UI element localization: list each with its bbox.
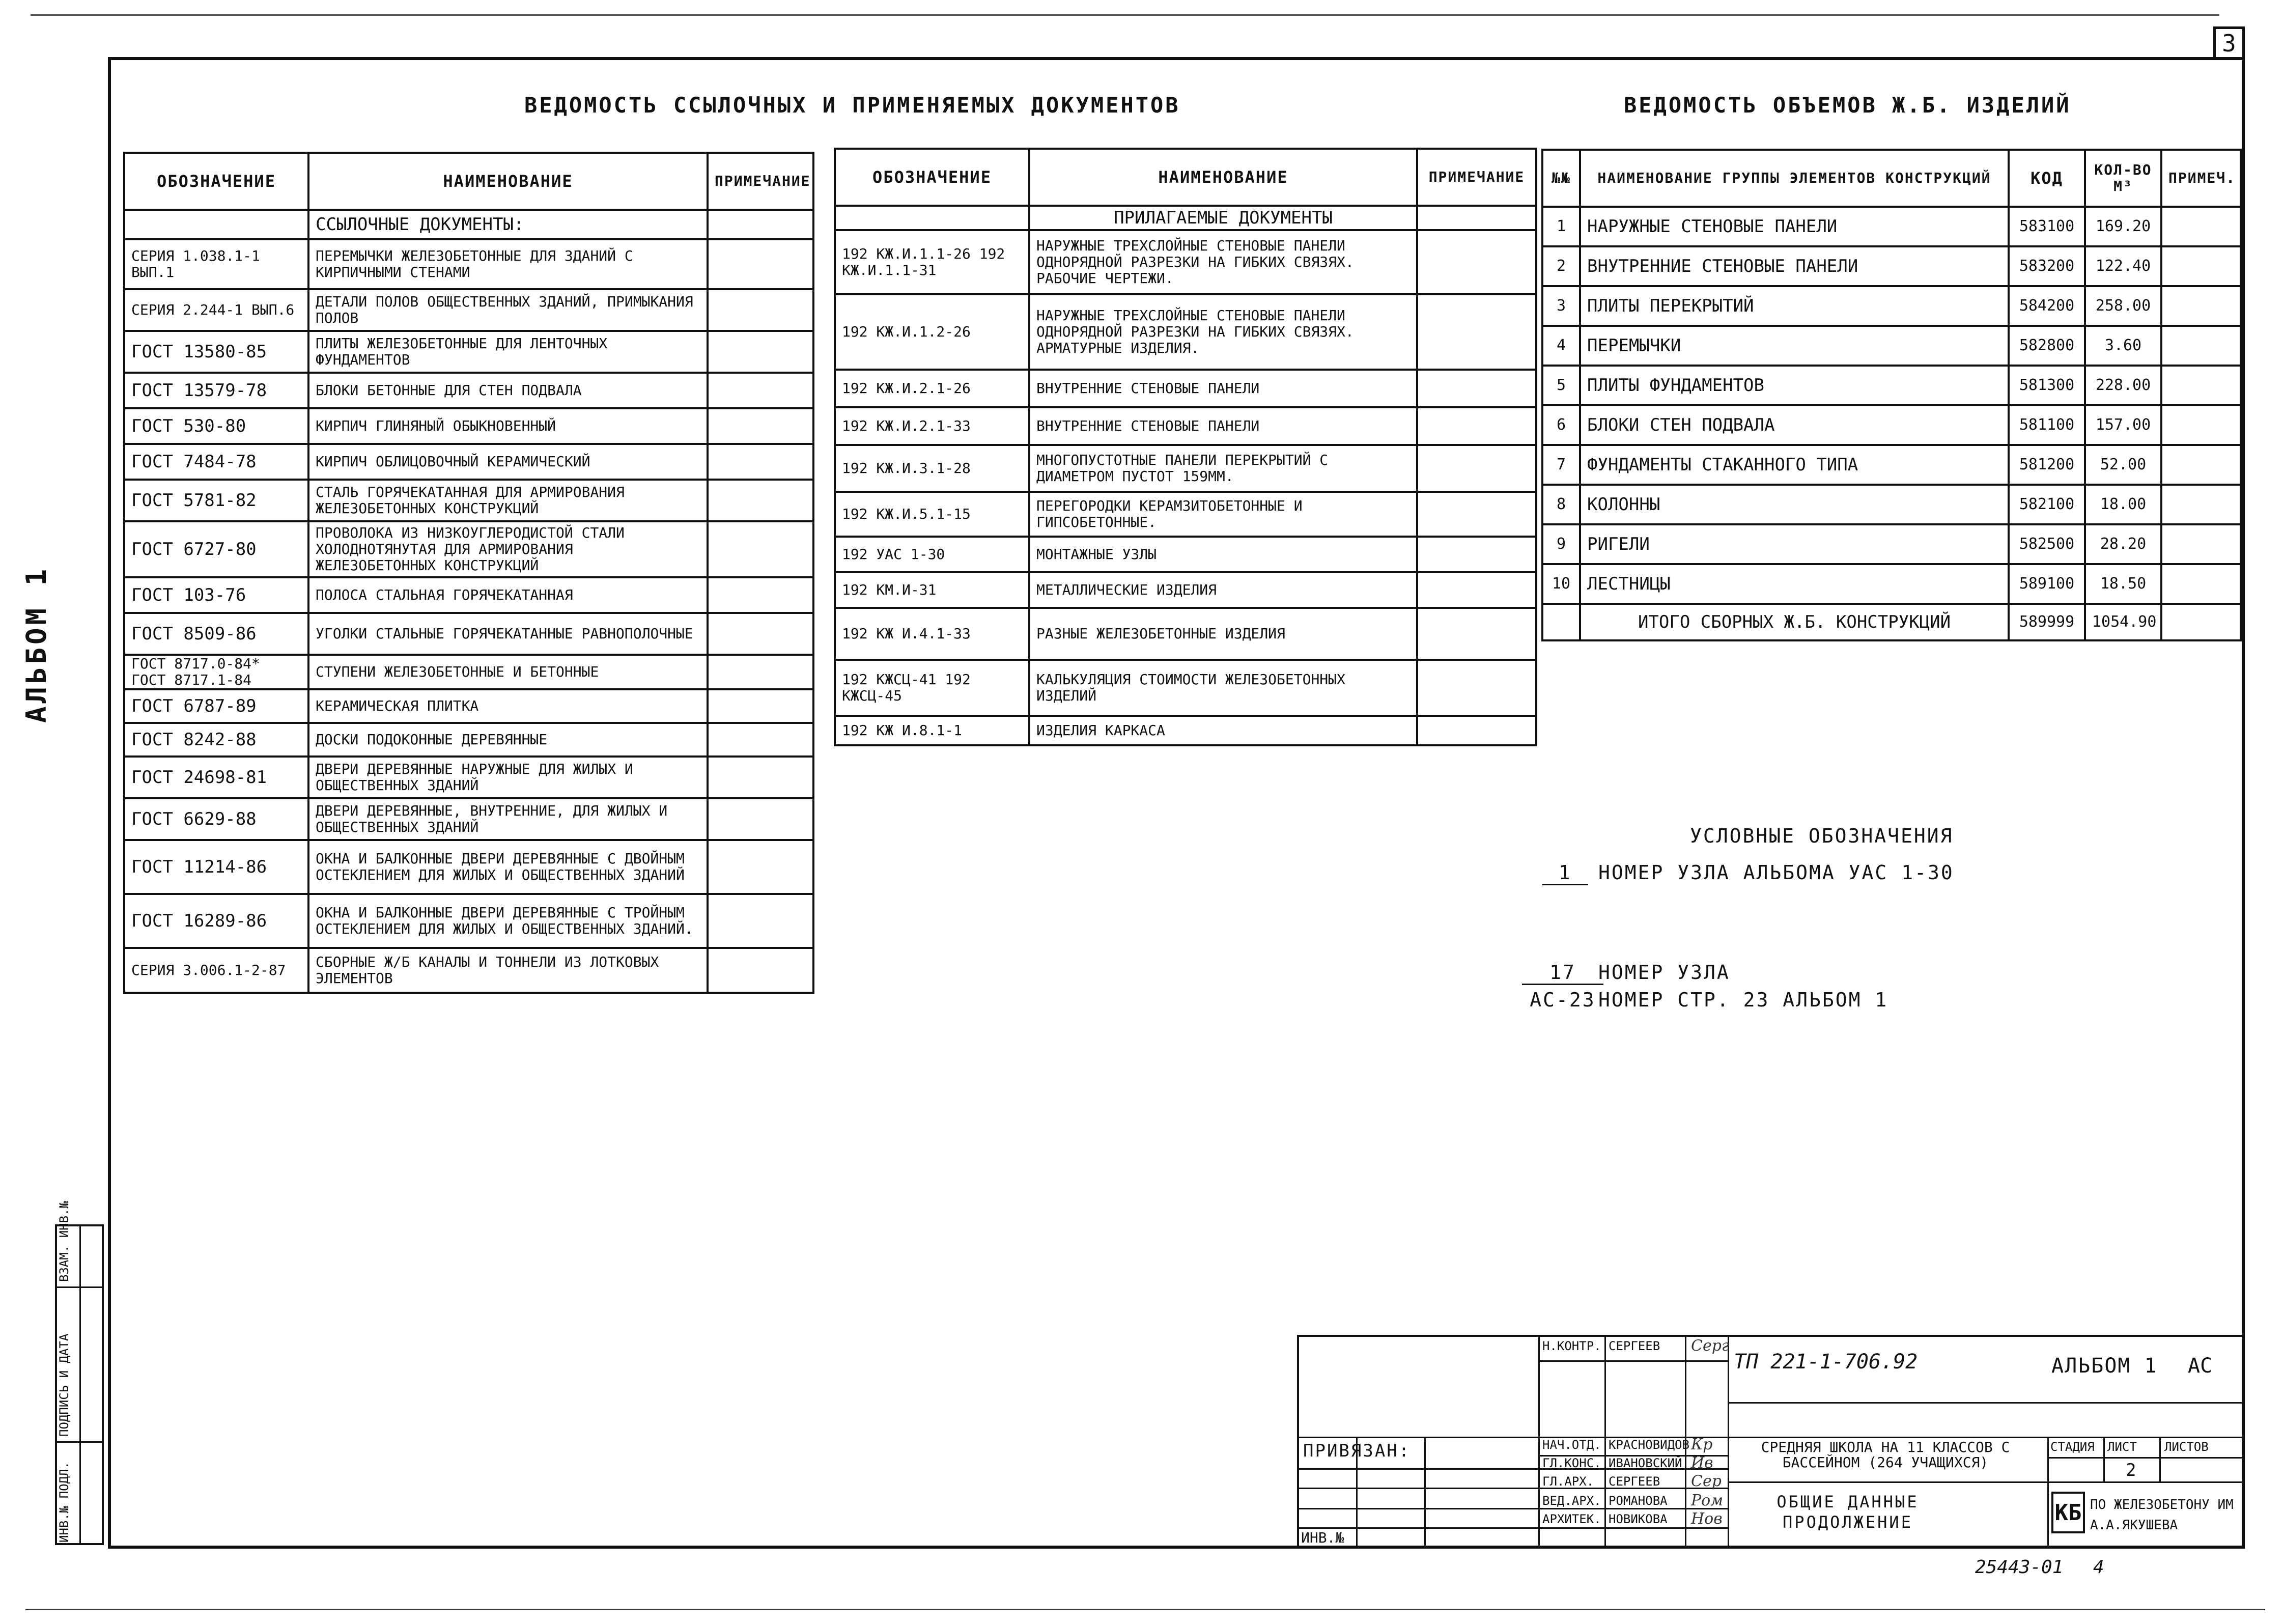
document-designation: 192 КМ.И-31 xyxy=(835,572,1029,608)
table-row xyxy=(835,407,1536,445)
document-name: ПРОВОЛОКА ИЗ НИЗКОУГЛЕРОДИСТОЙ СТАЛИ ХОЛОДНОТЯНУТАЯ ДЛЯ АРМИРОВАНИЯ ЖЕЛЕЗОБЕТОННЫХ КОНСТРУКЦИЙ xyxy=(308,521,708,577)
document-designation: ГОСТ 7484-78 xyxy=(124,444,308,480)
staff-role: ГЛ.АРХ. xyxy=(1542,1474,1594,1489)
staff-signature: Кр xyxy=(1691,1436,1713,1453)
table-row xyxy=(124,840,813,894)
legend-title: УСЛОВНЫЕ ОБОЗНАЧЕНИЯ xyxy=(1690,825,1954,847)
section-title-referenced: ССЫЛОЧНЫЕ ДОКУМЕНТЫ: xyxy=(308,210,708,239)
document-name: КИРПИЧ ГЛИНЯНЫЙ ОБЫКНОВЕННЫЙ xyxy=(308,408,708,444)
table-row xyxy=(835,230,1536,294)
table-row xyxy=(835,445,1536,492)
element-code: 582500 xyxy=(2009,524,2085,564)
document-note xyxy=(708,948,813,993)
table-row xyxy=(124,577,813,613)
document-designation: 192 КЖ И.8.1-1 xyxy=(835,716,1029,745)
document-note xyxy=(1417,660,1536,716)
element-group-name: ФУНДАМЕНТЫ СТАКАННОГО ТИПА xyxy=(1580,445,2009,485)
document-name: РАЗНЫЕ ЖЕЛЕЗОБЕТОННЫЕ ИЗДЕЛИЯ xyxy=(1029,608,1417,660)
document-name: ВНУТРЕННИЕ СТЕНОВЫЕ ПАНЕЛИ xyxy=(1029,407,1417,445)
row-number: 7 xyxy=(1542,445,1580,485)
table-row xyxy=(124,613,813,655)
document-name: СТАЛЬ ГОРЯЧЕКАТАННАЯ ДЛЯ АРМИРОВАНИЯ ЖЕЛЕЗОБЕТОННЫХ КОНСТРУКЦИЙ xyxy=(308,480,708,521)
row-number: 6 xyxy=(1542,405,1580,445)
element-remark xyxy=(2161,366,2241,405)
sheet-value: 2 xyxy=(2126,1460,2136,1480)
table-row xyxy=(1542,246,2241,286)
document-designation: 192 КЖСЦ-41 192 КЖСЦ-45 xyxy=(835,660,1029,716)
document-designation: СЕРИЯ 2.244-1 ВЫП.6 xyxy=(124,289,308,331)
document-name: МНОГОПУСТОТНЫЕ ПАНЕЛИ ПЕРЕКРЫТИЙ С ДИАМЕТРОМ ПУСТОТ 159ММ. xyxy=(1029,445,1417,492)
document-name: МОНТАЖНЫЕ УЗЛЫ xyxy=(1029,537,1417,572)
element-quantity: 52.00 xyxy=(2085,445,2161,485)
element-remark xyxy=(2161,485,2241,524)
document-note xyxy=(1417,608,1536,660)
document-designation: СЕРИЯ 1.038.1-1 ВЫП.1 xyxy=(124,239,308,289)
row-number: 9 xyxy=(1542,524,1580,564)
element-quantity: 3.60 xyxy=(2085,326,2161,366)
organization-name: ПО ЖЕЛЕЗОБЕТОНУ ИМ А.А.ЯКУШЕВА xyxy=(2090,1497,2234,1533)
document-designation: 192 КЖ.И.1.2-26 xyxy=(835,294,1029,370)
table-row xyxy=(835,492,1536,537)
staff-role: ГЛ.КОНС. xyxy=(1542,1456,1601,1470)
element-code: 581200 xyxy=(2009,445,2085,485)
element-code: 581300 xyxy=(2009,366,2085,405)
refdocs-heading: ВЕДОМОСТЬ ССЫЛОЧНЫХ И ПРИМЕНЯЕМЫХ ДОКУМЕНТОВ xyxy=(524,93,1180,118)
element-code: 583100 xyxy=(2009,207,2085,246)
document-name: ПЕРЕМЫЧКИ ЖЕЛЕЗОБЕТОННЫЕ ДЛЯ ЗДАНИЙ С КИРПИЧНЫМИ СТЕНАМИ xyxy=(308,239,708,289)
document-name: ДВЕРИ ДЕРЕВЯННЫЕ, ВНУТРЕННИЕ, ДЛЯ ЖИЛЫХ И ОБЩЕСТВЕННЫХ ЗДАНИЙ xyxy=(308,798,708,840)
legend-text-node: НОМЕР УЗЛА АЛЬБОМА УАС 1-30 xyxy=(1598,861,1954,884)
document-note xyxy=(708,577,813,613)
document-note xyxy=(1417,294,1536,370)
table-row xyxy=(124,689,813,723)
document-designation: ГОСТ 24698-81 xyxy=(124,757,308,798)
document-name: ДЕТАЛИ ПОЛОВ ОБЩЕСТВЕННЫХ ЗДАНИЙ, ПРИМЫКАНИЯ ПОЛОВ xyxy=(308,289,708,331)
title-block-inv-no: ИНВ.№ xyxy=(1301,1529,1344,1546)
document-name: КИРПИЧ ОБЛИЦОВОЧНЫЙ КЕРАМИЧЕСКИЙ xyxy=(308,444,708,480)
table-row xyxy=(1542,524,2241,564)
document-note xyxy=(1417,445,1536,492)
element-remark xyxy=(2161,405,2241,445)
document-note xyxy=(708,613,813,655)
document-name: ПОЛОСА СТАЛЬНАЯ ГОРЯЧЕКАТАННАЯ xyxy=(308,577,708,613)
staff-role: Н.КОНТР. xyxy=(1542,1339,1601,1353)
top-edge-line xyxy=(31,14,2219,16)
document-designation: ГОСТ 6629-88 xyxy=(124,798,308,840)
sheet-label: ЛИСТ xyxy=(2107,1440,2137,1454)
element-group-name: ЛЕСТНИЦЫ xyxy=(1580,564,2009,604)
document-designation: ГОСТ 16289-86 xyxy=(124,894,308,948)
legend-mark-node: 1 xyxy=(1542,861,1588,885)
element-quantity: 258.00 xyxy=(2085,286,2161,326)
table-row xyxy=(124,655,813,689)
document-note xyxy=(708,894,813,948)
element-remark xyxy=(2161,326,2241,366)
row-number: 8 xyxy=(1542,485,1580,524)
document-note xyxy=(708,373,813,408)
element-code: 582100 xyxy=(2009,485,2085,524)
element-code: 583200 xyxy=(2009,246,2085,286)
staff-name: СЕРГЕЕВ xyxy=(1609,1474,1660,1489)
element-group-name: ПЕРЕМЫЧКИ xyxy=(1580,326,2009,366)
document-designation: СЕРИЯ 3.006.1-2-87 xyxy=(124,948,308,993)
document-note xyxy=(708,239,813,289)
document-note xyxy=(1417,370,1536,407)
cell-empty xyxy=(1417,206,1536,230)
legend-mark-node-number: 17 xyxy=(1522,961,1603,985)
document-designation: 192 КЖ.И.2.1-26 xyxy=(835,370,1029,407)
side-stamp-sign-date: ПОДПИСЬ И ДАТА xyxy=(57,1333,71,1437)
table-row xyxy=(124,894,813,948)
table-row xyxy=(835,608,1536,660)
bottom-edge-line xyxy=(25,1609,2265,1610)
side-stamp-vzam-inv: ВЗАМ. ИНВ.№ xyxy=(57,1201,71,1282)
total-code: 589999 xyxy=(2009,604,2085,640)
staff-signature: Сер xyxy=(1691,1472,1722,1490)
document-designation: ГОСТ 8242-88 xyxy=(124,723,308,757)
column-header-name: НАИМЕНОВАНИЕ xyxy=(308,153,708,210)
project-code: ТП 221-1-706.92 xyxy=(1734,1350,1918,1374)
element-quantity: 157.00 xyxy=(2085,405,2161,445)
document-name: МЕТАЛЛИЧЕСКИЕ ИЗДЕЛИЯ xyxy=(1029,572,1417,608)
volumes-table xyxy=(1541,149,2242,641)
document-note xyxy=(708,480,813,521)
table-row xyxy=(124,480,813,521)
cell-empty xyxy=(708,210,813,239)
document-designation: ГОСТ 13579-78 xyxy=(124,373,308,408)
staff-signature: Нов xyxy=(1691,1510,1723,1528)
element-group-name: ПЛИТЫ ПЕРЕКРЫТИЙ xyxy=(1580,286,2009,326)
document-name: БЛОКИ БЕТОННЫЕ ДЛЯ СТЕН ПОДВАЛА xyxy=(308,373,708,408)
element-code: 589100 xyxy=(2009,564,2085,604)
table-row xyxy=(1542,207,2241,246)
column-header-designation: ОБОЗНАЧЕНИЕ xyxy=(835,149,1029,206)
document-designation: ГОСТ 11214-86 xyxy=(124,840,308,894)
document-note xyxy=(708,757,813,798)
volumes-heading: ВЕДОМОСТЬ ОБЪЕМОВ Ж.Б. ИЗДЕЛИЙ xyxy=(1624,93,2071,118)
element-code: 581100 xyxy=(2009,405,2085,445)
column-header-designation: ОБОЗНАЧЕНИЕ xyxy=(124,153,308,210)
table-row xyxy=(124,948,813,993)
document-note xyxy=(1417,492,1536,537)
table-row xyxy=(1542,405,2241,445)
cell-empty xyxy=(1542,604,1580,640)
footer-number: 25443-01 xyxy=(1975,1557,2064,1578)
column-header-note: ПРИМЕЧАНИЕ xyxy=(708,153,813,210)
document-name: УГОЛКИ СТАЛЬНЫЕ ГОРЯЧЕКАТАННЫЕ РАВНОПОЛОЧНЫЕ xyxy=(308,613,708,655)
column-header-note: ПРИМЕЧАНИЕ xyxy=(1417,149,1536,206)
column-header-quantity: КОЛ-ВО М³ xyxy=(2085,150,2161,207)
document-name: ДВЕРИ ДЕРЕВЯННЫЕ НАРУЖНЫЕ ДЛЯ ЖИЛЫХ И ОБЩЕСТВЕННЫХ ЗДАНИЙ xyxy=(308,757,708,798)
table-row xyxy=(124,521,813,577)
row-number: 2 xyxy=(1542,246,1580,286)
title-block-mark: АС xyxy=(2188,1354,2213,1378)
staff-name: ИВАНОВСКИЙ xyxy=(1609,1456,1682,1470)
row-number: 10 xyxy=(1542,564,1580,604)
document-designation: ГОСТ 530-80 xyxy=(124,408,308,444)
document-note xyxy=(708,289,813,331)
document-note xyxy=(708,840,813,894)
document-name: ПЕРЕГОРОДКИ КЕРАМЗИТОБЕТОННЫЕ И ГИПСОБЕТОННЫЕ. xyxy=(1029,492,1417,537)
staff-name: РОМАНОВА xyxy=(1609,1494,1668,1508)
table-row xyxy=(124,444,813,480)
stage-label: СТАДИЯ xyxy=(2050,1440,2095,1454)
table-row xyxy=(124,289,813,331)
document-name: ПЛИТЫ ЖЕЛЕЗОБЕТОННЫЕ ДЛЯ ЛЕНТОЧНЫХ ФУНДАМЕНТОВ xyxy=(308,331,708,373)
element-group-name: БЛОКИ СТЕН ПОДВАЛА xyxy=(1580,405,2009,445)
document-name: КЕРАМИЧЕСКАЯ ПЛИТКА xyxy=(308,689,708,723)
table-row xyxy=(835,572,1536,608)
footer-page: 4 xyxy=(2093,1557,2104,1578)
element-remark xyxy=(2161,246,2241,286)
table-row xyxy=(1542,326,2241,366)
document-note xyxy=(708,689,813,723)
document-designation: ГОСТ 103-76 xyxy=(124,577,308,613)
table-row xyxy=(835,716,1536,745)
column-header-code: КОД xyxy=(2009,150,2085,207)
document-name: КАЛЬКУЛЯЦИЯ СТОИМОСТИ ЖЕЛЕЗОБЕТОННЫХ ИЗДЕЛИЙ xyxy=(1029,660,1417,716)
document-name: НАРУЖНЫЕ ТРЕХСЛОЙНЫЕ СТЕНОВЫЕ ПАНЕЛИ ОДНОРЯДНОЙ РАЗРЕЗКИ НА ГИБКИХ СВЯЗЯХ. РАБОЧИЕ ЧЕРТЕЖИ. xyxy=(1029,230,1417,294)
element-group-name: КОЛОННЫ xyxy=(1580,485,2009,524)
staff-signature: Ив xyxy=(1691,1454,1713,1472)
sheet-title: ОБЩИЕ ДАННЫЕ ПРОДОЛЖЕНИЕ xyxy=(1777,1492,1919,1532)
element-remark xyxy=(2161,207,2241,246)
staff-role: НАЧ.ОТД. xyxy=(1542,1438,1601,1452)
document-note xyxy=(708,521,813,577)
table-row xyxy=(1542,485,2241,524)
document-note xyxy=(708,444,813,480)
staff-signature: Серг xyxy=(1691,1337,1730,1355)
document-designation: 192 КЖ.И.1.1-26 192 КЖ.И.1.1-31 xyxy=(835,230,1029,294)
element-quantity: 122.40 xyxy=(2085,246,2161,286)
element-code: 582800 xyxy=(2009,326,2085,366)
sheets-label: ЛИСТОВ xyxy=(2164,1440,2209,1454)
table-row xyxy=(124,373,813,408)
document-note xyxy=(708,655,813,689)
table-row xyxy=(835,370,1536,407)
element-group-name: ПЛИТЫ ФУНДАМЕНТОВ xyxy=(1580,366,2009,405)
table-row xyxy=(1542,445,2241,485)
document-name: ВНУТРЕННИЕ СТЕНОВЫЕ ПАНЕЛИ xyxy=(1029,370,1417,407)
document-name: ИЗДЕЛИЯ КАРКАСА xyxy=(1029,716,1417,745)
element-remark xyxy=(2161,524,2241,564)
row-number: 4 xyxy=(1542,326,1580,366)
document-name: СТУПЕНИ ЖЕЛЕЗОБЕТОННЫЕ И БЕТОННЫЕ xyxy=(308,655,708,689)
document-designation: 192 КЖ И.4.1-33 xyxy=(835,608,1029,660)
row-number: 5 xyxy=(1542,366,1580,405)
document-designation: 192 УАС 1-30 xyxy=(835,537,1029,572)
staff-name: СЕРГЕЕВ xyxy=(1609,1339,1660,1353)
document-designation: ГОСТ 6787-89 xyxy=(124,689,308,723)
document-note xyxy=(708,723,813,757)
element-code: 584200 xyxy=(2009,286,2085,326)
document-name: ОКНА И БАЛКОННЫЕ ДВЕРИ ДЕРЕВЯННЫЕ С ТРОЙНЫМ ОСТЕКЛЕНИЕМ ДЛЯ ЖИЛЫХ И ОБЩЕСТВЕННЫХ ЗДАНИЙ. xyxy=(308,894,708,948)
document-note xyxy=(1417,572,1536,608)
document-note xyxy=(708,798,813,840)
table-row xyxy=(124,331,813,373)
element-quantity: 228.00 xyxy=(2085,366,2161,405)
total-label: ИТОГО СБОРНЫХ Ж.Б. КОНСТРУКЦИЙ xyxy=(1580,604,2009,640)
table-row xyxy=(1542,366,2241,405)
album-side-label: АЛЬБОМ 1 xyxy=(20,566,52,723)
document-name: ОКНА И БАЛКОННЫЕ ДВЕРИ ДЕРЕВЯННЫЕ С ДВОЙНЫМ ОСТЕКЛЕНИЕМ ДЛЯ ЖИЛЫХ И ОБЩЕСТВЕННЫХ ЗДАНИЙ xyxy=(308,840,708,894)
document-designation: 192 КЖ.И.5.1-15 xyxy=(835,492,1029,537)
table-row xyxy=(124,723,813,757)
element-group-name: РИГЕЛИ xyxy=(1580,524,2009,564)
table-row xyxy=(835,660,1536,716)
legend-mark-page: АС-23 xyxy=(1530,989,1596,1011)
element-quantity: 28.20 xyxy=(2085,524,2161,564)
attached-documents-table xyxy=(834,148,1537,746)
table-row xyxy=(1542,564,2241,604)
staff-signature: Ром xyxy=(1691,1492,1724,1509)
document-note xyxy=(708,408,813,444)
legend-text-page: НОМЕР СТР. 23 АЛЬБОМ 1 xyxy=(1598,989,1888,1011)
document-designation: 192 КЖ.И.3.1-28 xyxy=(835,445,1029,492)
title-block-album: АЛЬБОМ 1 xyxy=(2051,1354,2158,1378)
staff-role: АРХИТЕК. xyxy=(1542,1512,1601,1526)
cell-empty xyxy=(835,206,1029,230)
staff-name: КРАСНОВИДОВ xyxy=(1609,1438,1689,1452)
element-quantity: 169.20 xyxy=(2085,207,2161,246)
cell-empty xyxy=(2161,604,2241,640)
project-name: СРЕДНЯЯ ШКОЛА НА 11 КЛАССОВ С БАССЕЙНОМ (264 УЧАЩИХСЯ) xyxy=(1761,1439,2010,1471)
column-header-group-name: НАИМЕНОВАНИЕ ГРУППЫ ЭЛЕМЕНТОВ КОНСТРУКЦИЙ xyxy=(1580,150,2009,207)
element-quantity: 18.50 xyxy=(2085,564,2161,604)
document-designation: ГОСТ 8509-86 xyxy=(124,613,308,655)
document-designation: 192 КЖ.И.2.1-33 xyxy=(835,407,1029,445)
title-block-privyazan: ПРИВЯЗАН: xyxy=(1303,1441,1411,1461)
referenced-documents-table xyxy=(123,152,814,994)
element-remark xyxy=(2161,286,2241,326)
section-title-attached: ПРИЛАГАЕМЫЕ ДОКУМЕНТЫ xyxy=(1029,206,1417,230)
document-name: НАРУЖНЫЕ ТРЕХСЛОЙНЫЕ СТЕНОВЫЕ ПАНЕЛИ ОДНОРЯДНОЙ РАЗРЕЗКИ НА ГИБКИХ СВЯЗЯХ. АРМАТУРНЫЕ ИЗДЕЛИЯ. xyxy=(1029,294,1417,370)
document-note xyxy=(1417,407,1536,445)
document-designation: ГОСТ 13580-85 xyxy=(124,331,308,373)
row-number: 3 xyxy=(1542,286,1580,326)
element-group-name: НАРУЖНЫЕ СТЕНОВЫЕ ПАНЕЛИ xyxy=(1580,207,2009,246)
column-header-remark: ПРИМЕЧ. xyxy=(2161,150,2241,207)
side-stamp-inv-podl: ИНВ.№ ПОДЛ. xyxy=(57,1462,71,1543)
document-note xyxy=(1417,716,1536,745)
document-name: СБОРНЫЕ Ж/Б КАНАЛЫ И ТОННЕЛИ ИЗ ЛОТКОВЫХ ЭЛЕМЕНТОВ xyxy=(308,948,708,993)
organization-logo: КБ xyxy=(2051,1492,2085,1533)
legend-text-node-number: НОМЕР УЗЛА xyxy=(1598,961,1730,984)
table-row xyxy=(124,239,813,289)
document-designation: ГОСТ 8717.0-84* ГОСТ 8717.1-84 xyxy=(124,655,308,689)
column-header-no: №№ xyxy=(1542,150,1580,207)
document-note xyxy=(1417,537,1536,572)
element-remark xyxy=(2161,445,2241,485)
staff-role: ВЕД.АРХ. xyxy=(1542,1494,1601,1508)
table-row xyxy=(124,798,813,840)
total-quantity: 1054.90 xyxy=(2085,604,2161,640)
document-note xyxy=(708,331,813,373)
table-row xyxy=(835,294,1536,370)
element-quantity: 18.00 xyxy=(2085,485,2161,524)
staff-name: НОВИКОВА xyxy=(1609,1512,1668,1526)
sheet-number: 3 xyxy=(2213,26,2245,60)
element-remark xyxy=(2161,564,2241,604)
document-designation: ГОСТ 5781-82 xyxy=(124,480,308,521)
document-designation: ГОСТ 6727-80 xyxy=(124,521,308,577)
row-number: 1 xyxy=(1542,207,1580,246)
element-group-name: ВНУТРЕННИЕ СТЕНОВЫЕ ПАНЕЛИ xyxy=(1580,246,2009,286)
cell-empty xyxy=(124,210,308,239)
table-row xyxy=(124,408,813,444)
column-header-name: НАИМЕНОВАНИЕ xyxy=(1029,149,1417,206)
table-row xyxy=(1542,286,2241,326)
table-row xyxy=(124,757,813,798)
table-row xyxy=(835,537,1536,572)
document-name: ДОСКИ ПОДОКОННЫЕ ДЕРЕВЯННЫЕ xyxy=(308,723,708,757)
document-note xyxy=(1417,230,1536,294)
